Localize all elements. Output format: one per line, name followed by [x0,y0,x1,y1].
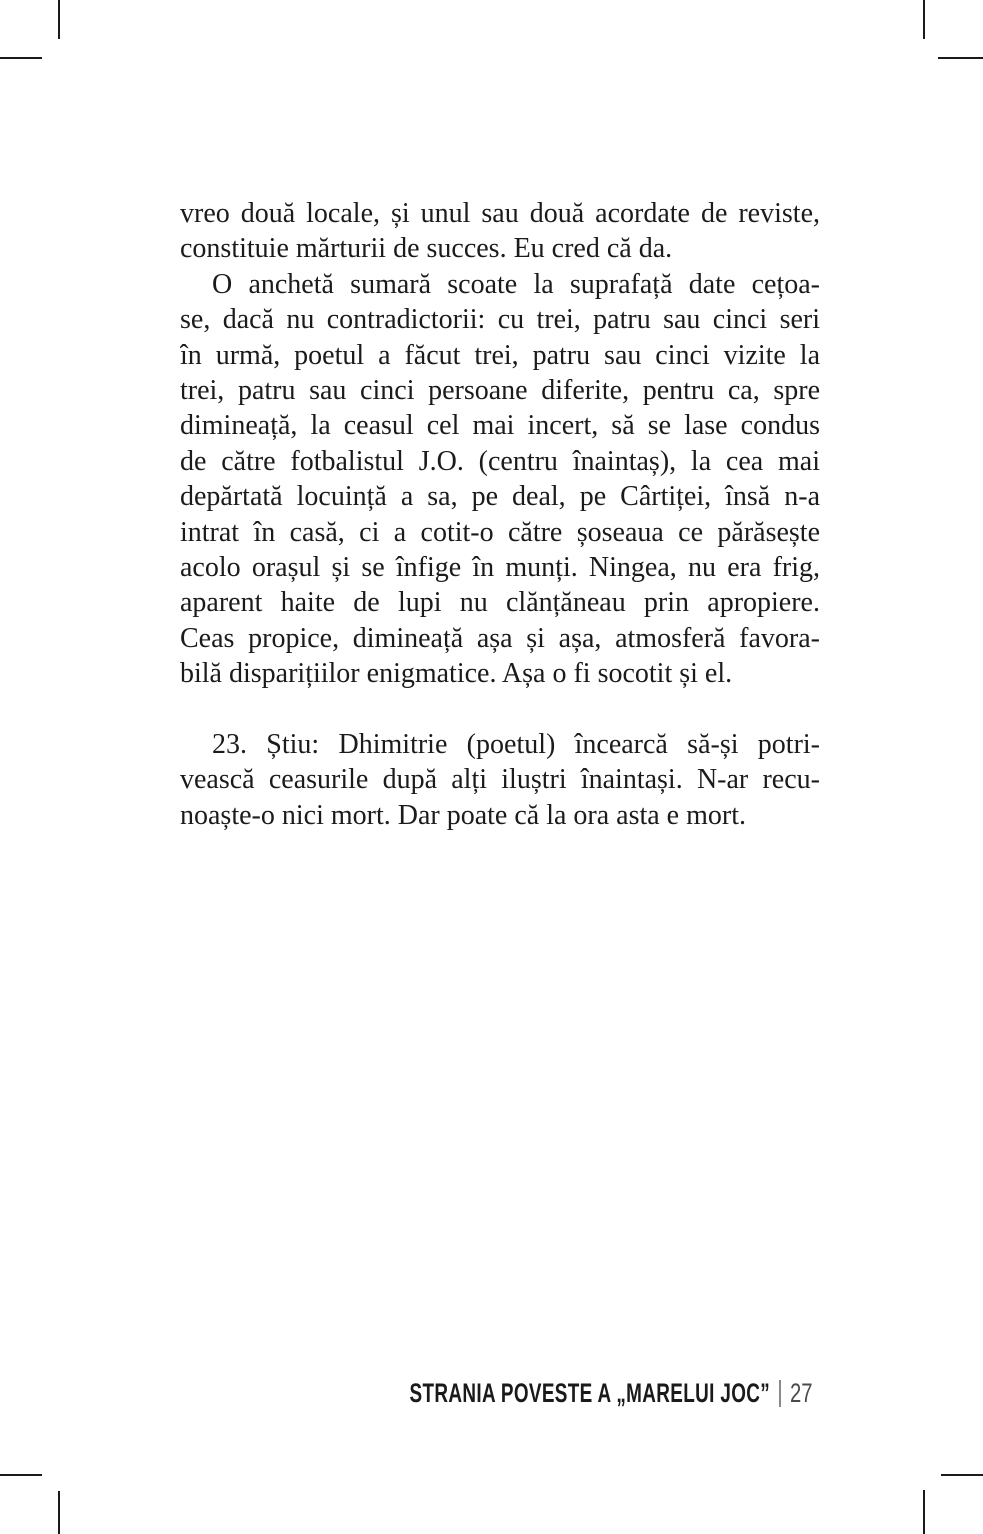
running-title: STRANIA POVESTE A „MARELUI JOC” [409,1377,770,1408]
text-line: de către fotbalistul J.O. (centru înaintaș), la cea mai [180,445,820,477]
text-line: constituie mărturii de succes. Eu cred că da. [180,233,673,265]
text-line: Ceas propice, dimineață așa și așa, atmosferă favora- [180,622,820,654]
crop-mark-bottom-right-vertical [923,1490,925,1534]
text-line: vreo două locale, și unul sau două acordate de reviste, [180,198,820,229]
text-line: O anchetă sumară scoate la suprafață date cețoa- [212,268,820,300]
footer-divider [779,1380,781,1407]
text-line: se, dacă nu contradictorii: cu trei, patru sau cinci seri [180,304,820,336]
crop-mark-top-right-vertical [923,0,925,39]
crop-mark-top-left-vertical [58,0,60,39]
crop-mark-bottom-right-horizontal [941,1474,983,1476]
text-line: în urmă, poetul a făcut trei, patru sau cinci vizite la [180,339,820,371]
page-footer [180,1372,820,1414]
text-line: 23. Știu: Dhimitrie (poetul) încearcă să-și potri- [212,728,820,760]
text-line: depărtată locuință a sa, pe deal, pe Cârtiței, însă n-a [180,481,820,513]
text-line: acolo orașul și se înfige în munți. Ningea, nu era frig, [180,551,820,583]
crop-mark-top-left-horizontal [0,57,42,59]
crop-mark-bottom-left-horizontal [0,1474,42,1476]
crop-mark-bottom-left-vertical [58,1491,60,1534]
text-line: noaște-o nici mort. Dar poate că la ora asta e mort. [180,799,746,831]
text-line: bilă disparițiilor enigmatice. Așa o fi socotit și el. [180,658,733,690]
crop-mark-top-right-horizontal [938,57,983,59]
text-line: trei, patru sau cinci persoane diferite, pentru ca, spre [180,374,820,406]
page-body [180,196,820,833]
text-line: vească ceasurile după alți iluștri înaintași. N-ar recu- [180,764,820,796]
text-line: aparent haite de lupi nu clănțăneau prin apropiere. [180,587,820,619]
text-line: dimineață, la ceasul cel mai incert, să se lase condus [180,410,820,442]
text-line: intrat în casă, ci a cotit-o către șoseaua ce părăsește [180,516,820,548]
page-number: 27 [789,1377,813,1408]
